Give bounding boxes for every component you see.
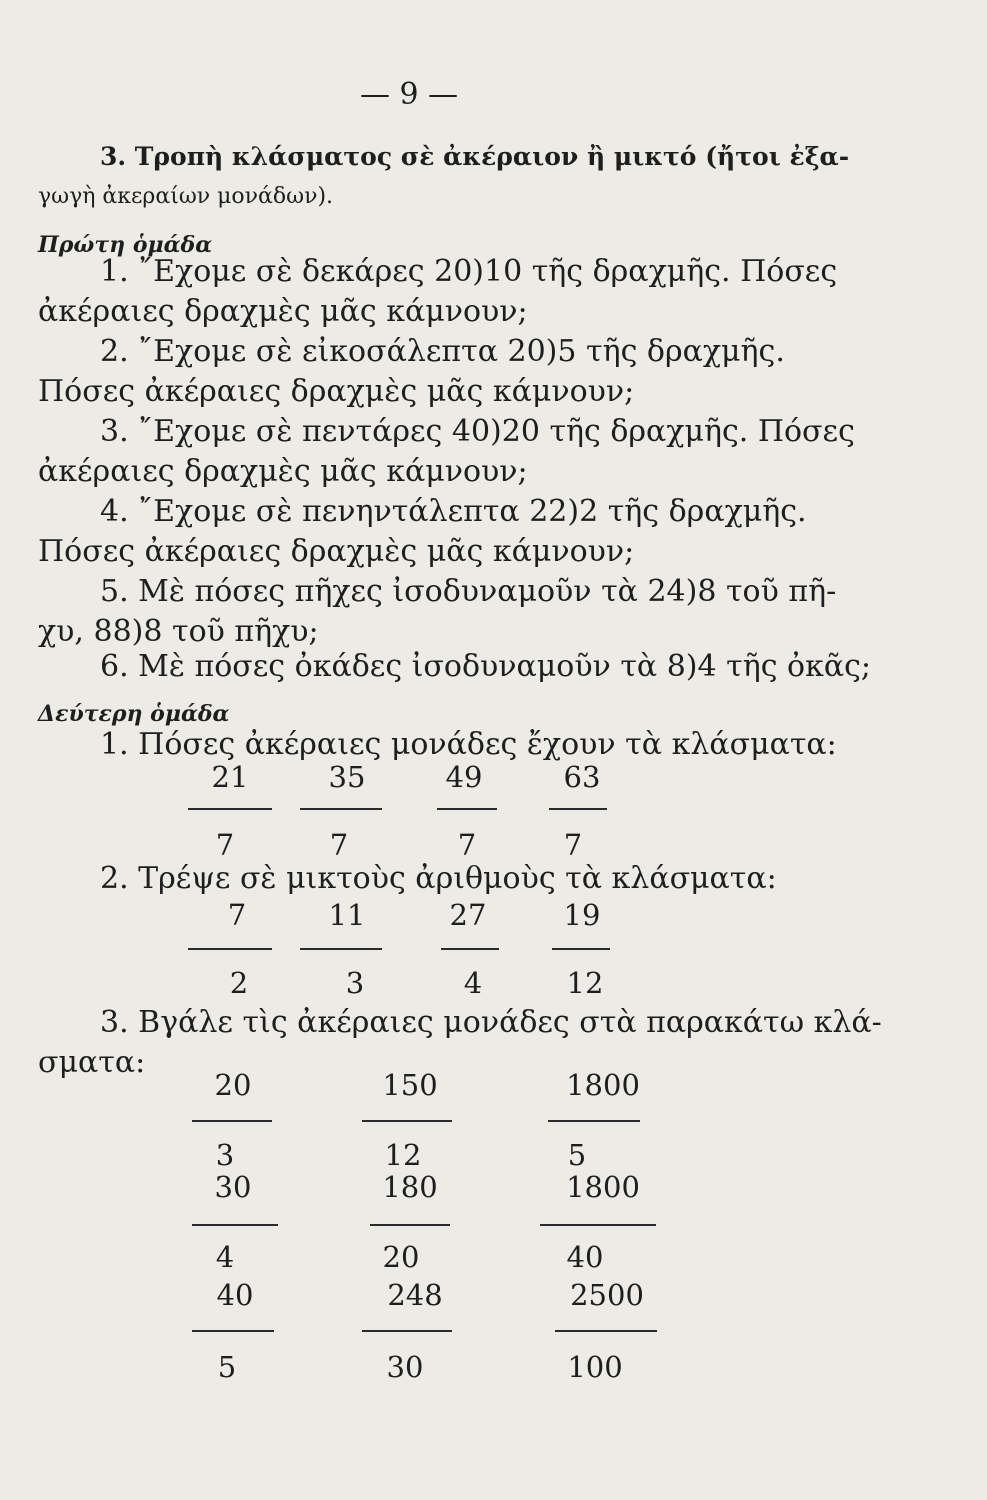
- fraction-denominator: 7: [457, 828, 477, 862]
- question-2: 2. Τρέψε σὲ μικτοὺς ἀριθμοὺς τὰ κλάσματα:: [100, 861, 777, 896]
- fraction-numerator: 21: [211, 760, 249, 794]
- fraction-numerator: 2500: [570, 1278, 644, 1312]
- fraction-denominator: 20: [382, 1240, 420, 1274]
- fraction-bar: [188, 808, 272, 810]
- fraction-bar: [555, 1330, 657, 1332]
- fraction-numerator: 49: [445, 760, 483, 794]
- fraction-bar: [192, 1224, 278, 1226]
- fraction-denominator: 3: [345, 966, 365, 1000]
- fraction-numerator: 63: [563, 760, 601, 794]
- page-number: — 9 —: [360, 77, 459, 112]
- fraction-bar: [441, 948, 499, 950]
- fraction-denominator: 4: [463, 966, 483, 1000]
- question-3: 3. Βγάλε τὶς ἀκέραιες μονάδες στὰ παρακάτω κλά-: [100, 1005, 882, 1040]
- fraction-bar: [362, 1330, 452, 1332]
- fraction-denominator: 5: [567, 1138, 587, 1172]
- group1-line: 5. Μὲ πόσες πῆχες ἰσοδυναμοῦν τὰ 24)8 τοῦ πῆ-: [100, 574, 837, 609]
- fraction-bar: [548, 1120, 640, 1122]
- group1-line: 3. ῎Εχομε σὲ πεντάρες 40)20 τῆς δραχμῆς. Πόσες: [100, 414, 855, 449]
- group1-line: Πόσες ἀκέραιες δραχμὲς μᾶς κάμνουν;: [38, 534, 635, 569]
- fraction-numerator: 1800: [566, 1068, 640, 1102]
- fraction-bar: [362, 1120, 452, 1122]
- fraction-bar: [370, 1224, 450, 1226]
- fraction-numerator: 30: [214, 1170, 252, 1204]
- group1-line: 4. ῎Εχομε σὲ πενηντάλεπτα 22)2 τῆς δραχμῆς.: [100, 494, 807, 529]
- fraction-numerator: 180: [382, 1170, 438, 1204]
- fraction-denominator: 12: [566, 966, 604, 1000]
- group1-title: Πρώτη ὁμάδα: [38, 232, 213, 258]
- fraction-numerator: 11: [328, 898, 366, 932]
- fraction-bar: [192, 1330, 274, 1332]
- fraction-numerator: 35: [328, 760, 366, 794]
- fraction-denominator: 100: [567, 1350, 623, 1384]
- fraction-denominator: 7: [215, 828, 235, 862]
- fraction-bar: [188, 948, 272, 950]
- fraction-bar: [540, 1224, 656, 1226]
- group1-line: 2. ῎Εχομε σὲ εἰκοσάλεπτα 20)5 τῆς δραχμῆς.: [100, 334, 785, 369]
- fraction-denominator: 2: [229, 966, 249, 1000]
- fraction-denominator: 3: [215, 1138, 235, 1172]
- group1-line: χυ, 88)8 τοῦ πῆχυ;: [38, 614, 319, 649]
- fraction-bar: [552, 948, 610, 950]
- group1-line: 6. Μὲ πόσες ὀκάδες ἰσοδυναμοῦν τὰ 8)4 τῆς ὀκᾶς;: [100, 649, 872, 684]
- fraction-denominator: 5: [217, 1350, 237, 1384]
- fraction-denominator: 4: [215, 1240, 235, 1274]
- fraction-denominator: 7: [329, 828, 349, 862]
- group1-line: 1. ῎Εχομε σὲ δεκάρες 20)10 τῆς δραχμῆς. Πόσες: [100, 254, 838, 289]
- fraction-bar: [192, 1120, 272, 1122]
- fraction-bar: [300, 808, 382, 810]
- group1-line: Πόσες ἀκέραιες δραχμὲς μᾶς κάμνουν;: [38, 374, 635, 409]
- fraction-numerator: 20: [214, 1068, 252, 1102]
- section-heading: 3. Τροπὴ κλάσματος σὲ ἀκέραιον ἢ μικτό (ἤτοι ἐξα-: [100, 142, 850, 171]
- fraction-denominator: 30: [386, 1350, 424, 1384]
- fraction-numerator: 1800: [566, 1170, 640, 1204]
- fraction-bar: [300, 948, 382, 950]
- fraction-denominator: 7: [563, 828, 583, 862]
- fraction-denominator: 12: [384, 1138, 422, 1172]
- fraction-numerator: 150: [382, 1068, 438, 1102]
- question-1: 1. Πόσες ἀκέραιες μονάδες ἔχουν τὰ κλάσματα:: [100, 727, 837, 762]
- fraction-bar: [549, 808, 607, 810]
- fraction-bar: [437, 808, 497, 810]
- section-heading-cont: γωγὴ ἀκεραίων μονάδων).: [38, 184, 334, 209]
- fraction-numerator: 248: [387, 1278, 443, 1312]
- fraction-numerator: 40: [216, 1278, 254, 1312]
- group2-title: Δεύτερη ὁμάδα: [38, 701, 230, 727]
- question-3-cont: σματα:: [38, 1045, 146, 1080]
- fraction-numerator: 27: [449, 898, 487, 932]
- fraction-denominator: 40: [566, 1240, 604, 1274]
- group1-line: ἀκέραιες δραχμὲς μᾶς κάμνουν;: [38, 294, 528, 329]
- group1-line: ἀκέραιες δραχμὲς μᾶς κάμνουν;: [38, 454, 528, 489]
- fraction-numerator: 19: [563, 898, 601, 932]
- fraction-numerator: 7: [227, 898, 247, 932]
